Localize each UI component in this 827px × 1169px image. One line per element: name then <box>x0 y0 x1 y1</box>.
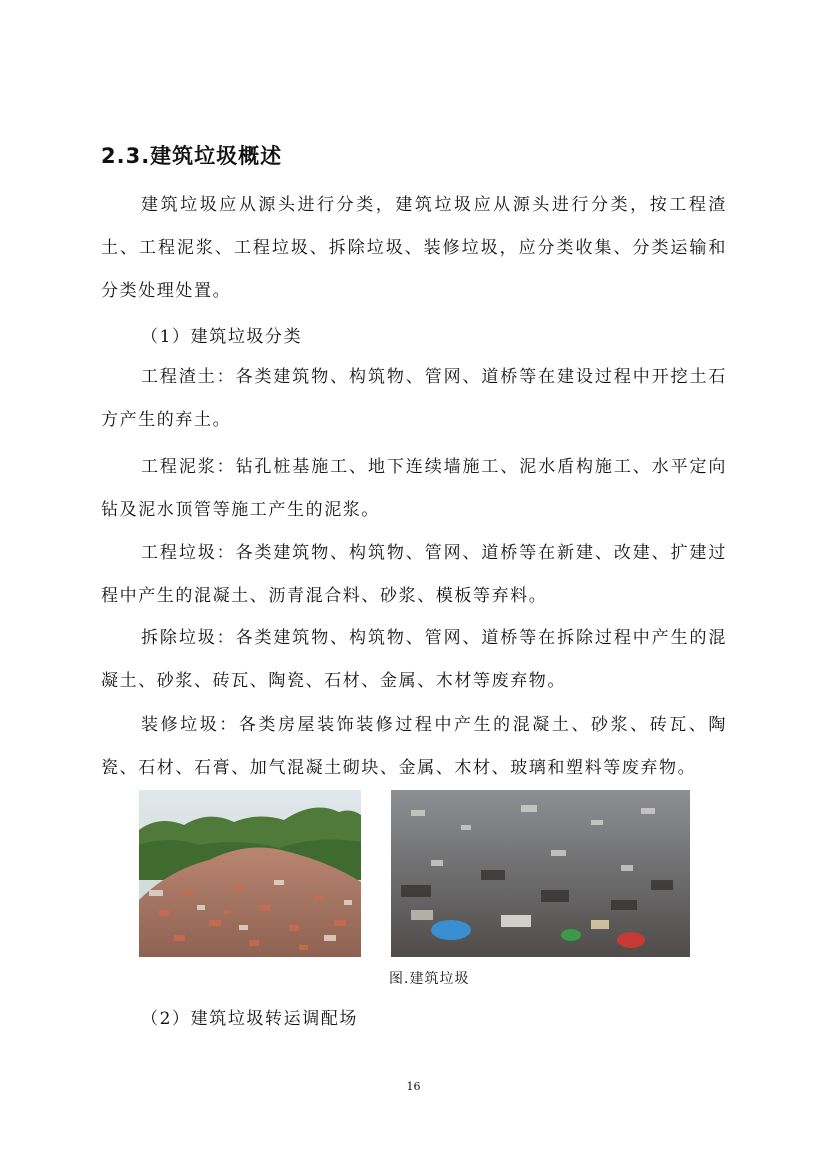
page-number: 16 <box>406 1080 421 1093</box>
photo-rubble-pile <box>139 790 361 957</box>
paragraph-demolition-waste: 拆除垃圾：各类建筑物、构筑物、管网、道桥等在拆除过程中产生的混凝土、砂浆、砖瓦、陶瓷、石材、金属、木材等废弃物。 <box>101 628 727 691</box>
photo-mixed-waste <box>391 790 690 957</box>
paragraph-engineering-muck: 工程渣土：各类建筑物、构筑物、管网、道桥等在建设过程中开挖土石方产生的弃土。 <box>101 367 727 430</box>
intro-paragraph: 建筑垃圾应从源头进行分类，建筑垃圾应从源头进行分类，按工程渣土、工程泥浆、工程垃圾、拆除垃圾、装修垃圾，应分类收集、分类运输和分类处理处置。 <box>101 195 727 301</box>
figure-caption: 图.建筑垃圾 <box>389 971 470 987</box>
subheading-classification: （1）建筑垃圾分类 <box>141 327 303 347</box>
subheading-transfer-station: （2）建筑垃圾转运调配场 <box>141 1009 359 1029</box>
paragraph-renovation-waste: 装修垃圾：各类房屋装饰装修过程中产生的混凝土、砂浆、砖瓦、陶瓷、石材、石膏、加气混凝土砌块、金属、木材、玻璃和塑料等废弃物。 <box>101 715 727 778</box>
section-heading: 2.3.建筑垃圾概述 <box>101 144 283 168</box>
paragraph-engineering-waste: 工程垃圾：各类建筑物、构筑物、管网、道桥等在新建、改建、扩建过程中产生的混凝土、沥青混合料、砂浆、模板等弃料。 <box>101 543 727 606</box>
paragraph-engineering-mud: 工程泥浆：钻孔桩基施工、地下连续墙施工、泥水盾构施工、水平定向钻及泥水顶管等施工产生的泥浆。 <box>101 457 727 520</box>
